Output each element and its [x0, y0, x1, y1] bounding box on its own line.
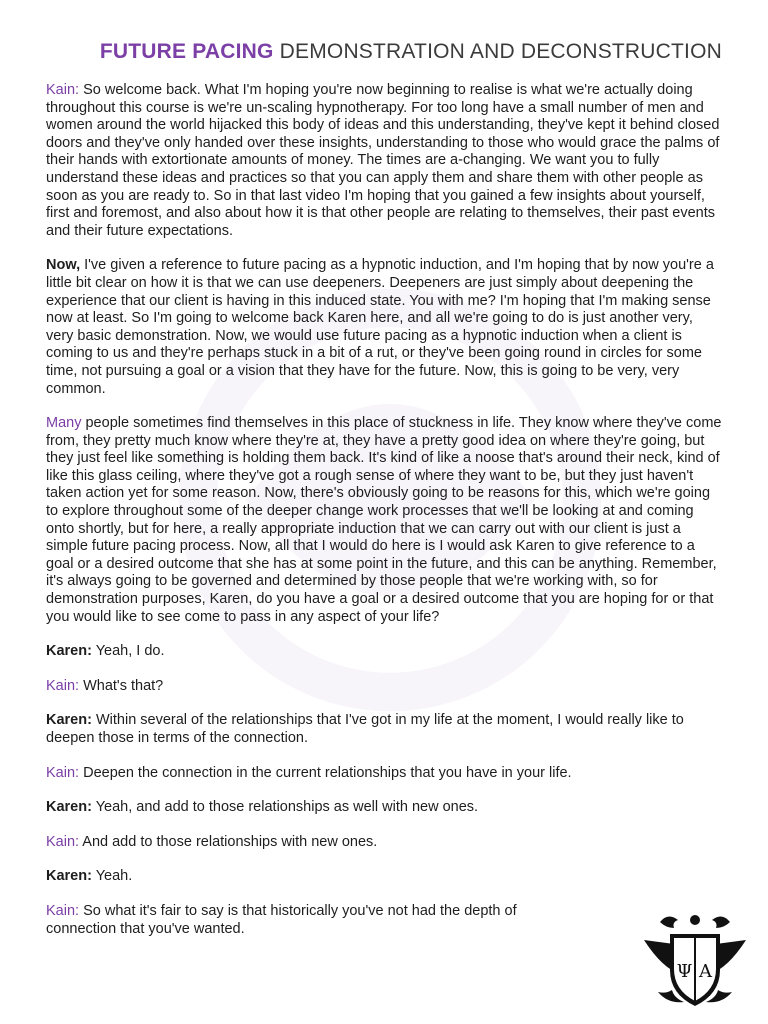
- title-rest: DEMONSTRATION AND DECONSTRUCTION: [279, 40, 722, 63]
- dialogue-line: [46, 868, 722, 886]
- dialogue-line: [46, 678, 722, 696]
- dialogue-text: Yeah.: [91, 868, 133, 885]
- dialogue-line: [46, 643, 722, 661]
- paragraph-text: I've given a reference to future pacing as a hypnotic induction, and I'm hoping that by now you're a little bit clear on how it is that we can use deepeners. Deepeners are just simply about deepening the experience that our client is having in this induced state. You with me? I'm hoping that I'm making sense now at least. So I'm going to welcome back Karen here, and all we're going to do is just another very, very basic demonstration. Now, we would use future pacing as a hypnotic induction when a client is coming to us and they're perhaps stuck in a bit of a rut, or they've been going round in circles for some time, not pursuing a goal or a vision that they have for the future. Now, this is going to be very, very common.: [46, 257, 714, 397]
- svg-text:Ψ: Ψ: [676, 961, 693, 982]
- paragraph-lead: Many: [46, 415, 82, 432]
- psi-a-crest-logo-icon: [640, 908, 750, 1012]
- speaker-label: Karen:: [46, 868, 92, 885]
- paragraph-text: So welcome back. What I'm hoping you're now beginning to realise is what we're actually doing throughout this course is we're un-scaling hypnotherapy. For too long have a small number of men and women around the world hijacked this body of ideas and this understanding, they've kept it behind closed doors and they've only handed over these insights, understanding to those who would grace the palms of their hands with extortionate amounts of money. The times are a-changing. We want you to fully understand these ideas and practices so that you can apply them and share them with other people as soon as you are ready to. So in that last video I'm hoping that you gained a few insights about yourself, first and foremost, and also about how it is that other people are relating to themselves, their past events and their future expectations.: [46, 82, 720, 239]
- page-title: [46, 40, 722, 64]
- dialogue-text: And add to those relationships with new ones.: [79, 833, 378, 850]
- dialogue-text: What's that?: [79, 677, 164, 694]
- speaker-label: Karen:: [46, 799, 92, 816]
- dialogue-text: So what it's fair to say is that historically you've not had the depth of connection that you've wanted.: [46, 902, 517, 937]
- svg-text:A: A: [699, 961, 712, 982]
- dialogue-line: [46, 903, 586, 938]
- speaker-label: Kain:: [46, 764, 80, 781]
- dialogue-text: Deepen the connection in the current relationships that you have in your life.: [79, 764, 572, 781]
- dialogue-line: [46, 765, 722, 783]
- speaker-label: Karen:: [46, 643, 92, 660]
- speaker-label: Kain:: [46, 833, 80, 850]
- paragraph-2: [46, 257, 722, 398]
- document-page: [46, 40, 722, 955]
- dialogue-line: [46, 712, 722, 747]
- dialogue-line: [46, 799, 722, 817]
- dialogue-text: Within several of the relationships that I've got in my life at the moment, I would really like to deepen those in terms of the connection.: [46, 712, 684, 746]
- title-accent: FUTURE PACING: [99, 40, 274, 63]
- paragraph-1: [46, 82, 722, 240]
- paragraph-text: people sometimes find themselves in this place of stuckness in life. They know where they've come from, they pretty much know where they're at, they have a pretty good idea on where they're going, but they just feel like something is holding them back. It's kind of like a noose that's around their neck, kind of like this glass ceiling, where they've got a rough sense of where they want to be, but they just haven't taken action yet for some reason. Now, there's obviously going to be reasons for this, which we're going to explore throughout some of the deeper change work processes that we'll be looking at and coming onto shortly, but for here, a really appropriate induction that we can carry out with our client is just a simple future pacing process. Now, all that I would do here is I would ask Karen to give reference to a goal or a desired outcome that she has at some point in the future, and this can be anything. Remember, it's always going to be governed and determined by those people that we're working with, so for demonstration purposes, Karen, do you have a goal or a desired outcome that you are hoping for or that you would like to see come to pass in any aspect of your life?: [46, 415, 722, 625]
- dialogue-line: [46, 834, 722, 852]
- paragraph-lead: Now,: [46, 257, 81, 274]
- speaker-label: Karen:: [46, 712, 92, 729]
- dialogue-text: Yeah, I do.: [91, 643, 165, 660]
- paragraph-3: [46, 415, 722, 626]
- speaker-label: Kain:: [46, 82, 80, 98]
- speaker-label: Kain:: [46, 902, 80, 919]
- speaker-label: Kain:: [46, 677, 80, 694]
- dialogue-text: Yeah, and add to those relationships as well with new ones.: [91, 799, 479, 816]
